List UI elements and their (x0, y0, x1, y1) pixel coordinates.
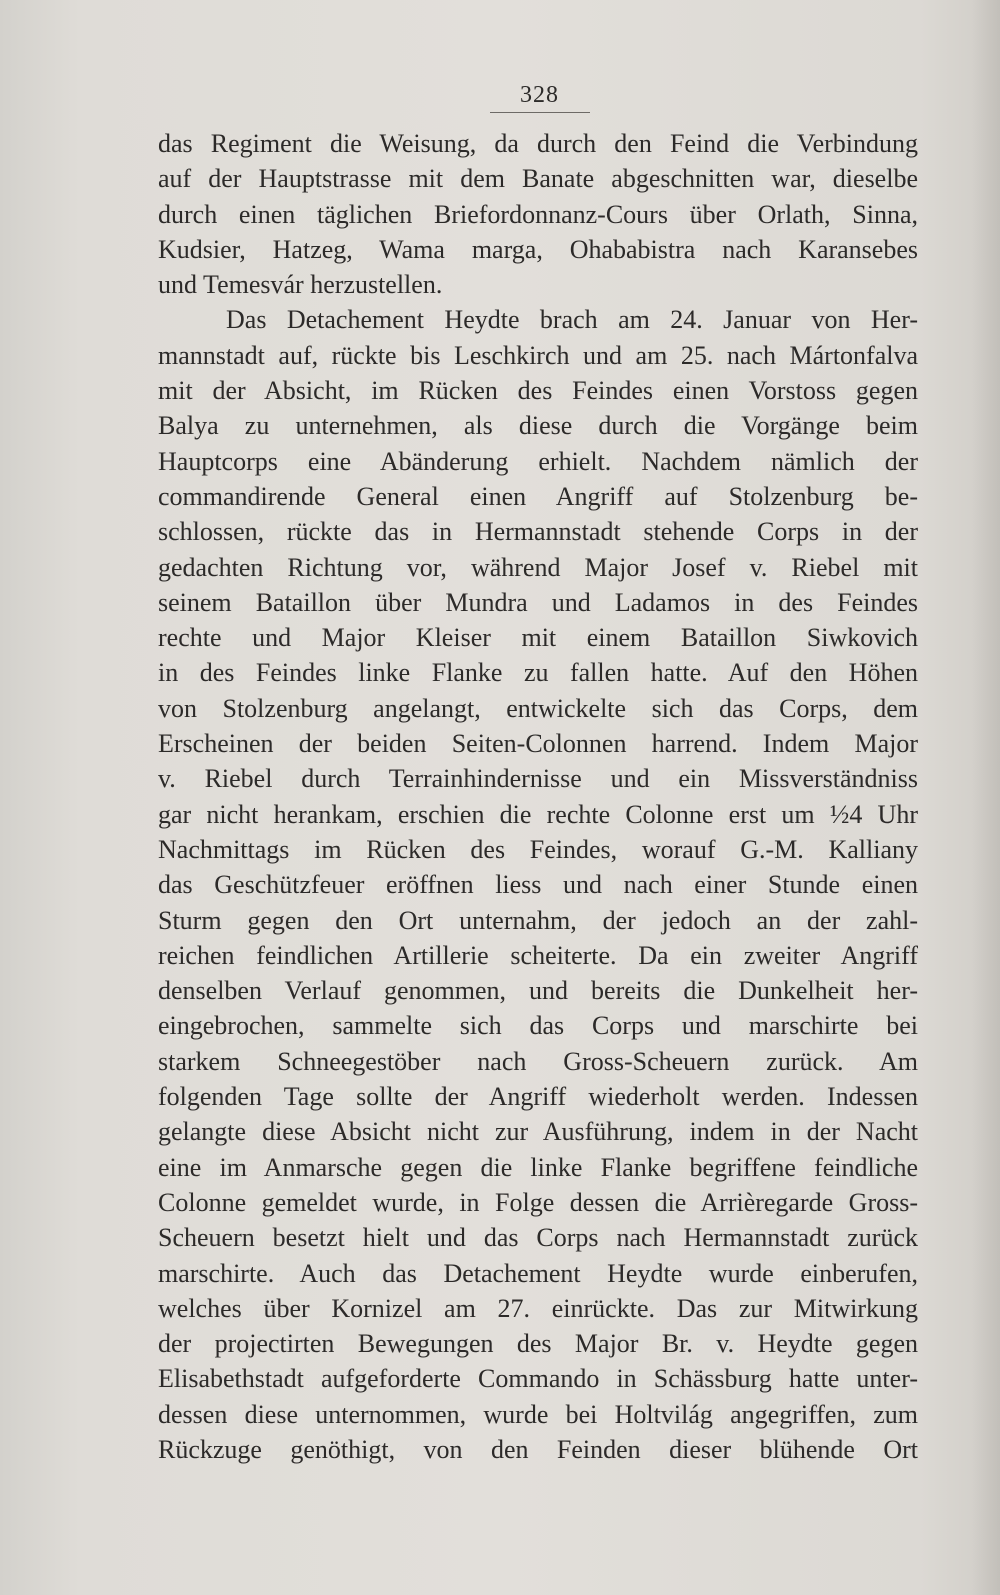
text-line: Sturm gegen den Ort unternahm, der jedoch an der zahl- (158, 905, 918, 935)
text-line: eingebrochen, sammelte sich das Corps und marschirte bei (158, 1011, 918, 1041)
text-line: Kudsier, Hatzeg, Wama marga, Ohababistra nach Karansebes (158, 234, 918, 264)
text-line: folgenden Tage sollte der Angriff wiederholt werden. Indessen (158, 1082, 918, 1112)
text-line: gar nicht herankam, erschien die rechte Colonne erst um ½4 Uhr (158, 799, 918, 829)
text-line: schlossen, rückte das in Hermannstadt stehende Corps in der (158, 517, 918, 547)
text-line: der projectirten Bewegungen des Major Br. v. Heydte gegen (158, 1329, 918, 1359)
text-line: und Temesvár herzustellen. (158, 270, 443, 300)
text-line: von Stolzenburg angelangt, entwickelte sich das Corps, dem (158, 693, 918, 723)
text-line: mit der Absicht, im Rücken des Feindes einen Vorstoss gegen (158, 376, 918, 406)
text-line: seinem Bataillon über Mundra und Ladamos in des Feindes (158, 587, 918, 617)
text-line: marschirte. Auch das Detachement Heydte wurde einberufen, (158, 1258, 918, 1288)
text-line: Hauptcorps eine Abänderung erhielt. Nachdem nämlich der (158, 446, 918, 476)
text-line: mannstadt auf, rückte bis Leschkirch und am 25. nach Mártonfalva (158, 340, 918, 370)
text-line: in des Feindes linke Flanke zu fallen hatte. Auf den Höhen (158, 658, 918, 688)
text-line: Rückzuge genöthigt, von den Feinden dieser blühende Ort (158, 1434, 918, 1464)
text-line: Elisabethstadt aufgeforderte Commando in Schässburg hatte unter- (158, 1364, 918, 1394)
text-line: starkem Schneegestöber nach Gross-Scheuern zurück. Am (158, 1046, 918, 1076)
text-line: commandirende General einen Angriff auf Stolzenburg be- (158, 481, 918, 511)
page-number-rule (490, 112, 590, 113)
text-line: dessen diese unternommen, wurde bei Holtvilág angegriffen, zum (158, 1399, 918, 1429)
text-line: das Geschützfeuer eröffnen liess und nach einer Stunde einen (158, 870, 918, 900)
text-line: Colonne gemeldet wurde, in Folge dessen die Arrièregarde Gross- (158, 1187, 918, 1217)
text-line: Scheuern besetzt hielt und das Corps nach Hermannstadt zurück (158, 1223, 918, 1253)
text-line: durch einen täglichen Briefordonnanz-Cours über Orlath, Sinna, (158, 199, 918, 229)
text-line: reichen feindlichen Artillerie scheiterte. Da ein zweiter Angriff (158, 940, 918, 970)
text-line: Das Detachement Heydte brach am 24. Januar von Her- (226, 305, 918, 335)
body-text (158, 126, 918, 1467)
text-line: eine im Anmarsche gegen die linke Flanke begriffene feindliche (158, 1152, 918, 1182)
text-line: v. Riebel durch Terrainhindernisse und ein Missverständniss (158, 764, 918, 794)
text-line: rechte und Major Kleiser mit einem Bataillon Siwkovich (158, 623, 918, 653)
text-line: welches über Kornizel am 27. einrückte. Das zur Mitwirkung (158, 1293, 918, 1323)
text-line: Nachmittags im Rücken des Feindes, worauf G.-M. Kalliany (158, 834, 918, 864)
text-line: auf der Hauptstrasse mit dem Banate abgeschnitten war, dieselbe (158, 164, 918, 194)
text-line: gedachten Richtung vor, während Major Josef v. Riebel mit (158, 552, 918, 582)
page-number: 328 (520, 82, 559, 108)
text-line: denselben Verlauf genommen, und bereits die Dunkelheit her- (158, 976, 918, 1006)
page-edge-shadow (972, 0, 1000, 1595)
text-line: Balya zu unternehmen, als diese durch die Vorgänge beim (158, 411, 918, 441)
text-line: gelangte diese Absicht nicht zur Ausführung, indem in der Nacht (158, 1117, 918, 1147)
text-line: Erscheinen der beiden Seiten-Colonnen harrend. Indem Major (158, 729, 918, 759)
text-line: das Regiment die Weisung, da durch den Feind die Verbindung (158, 129, 918, 158)
